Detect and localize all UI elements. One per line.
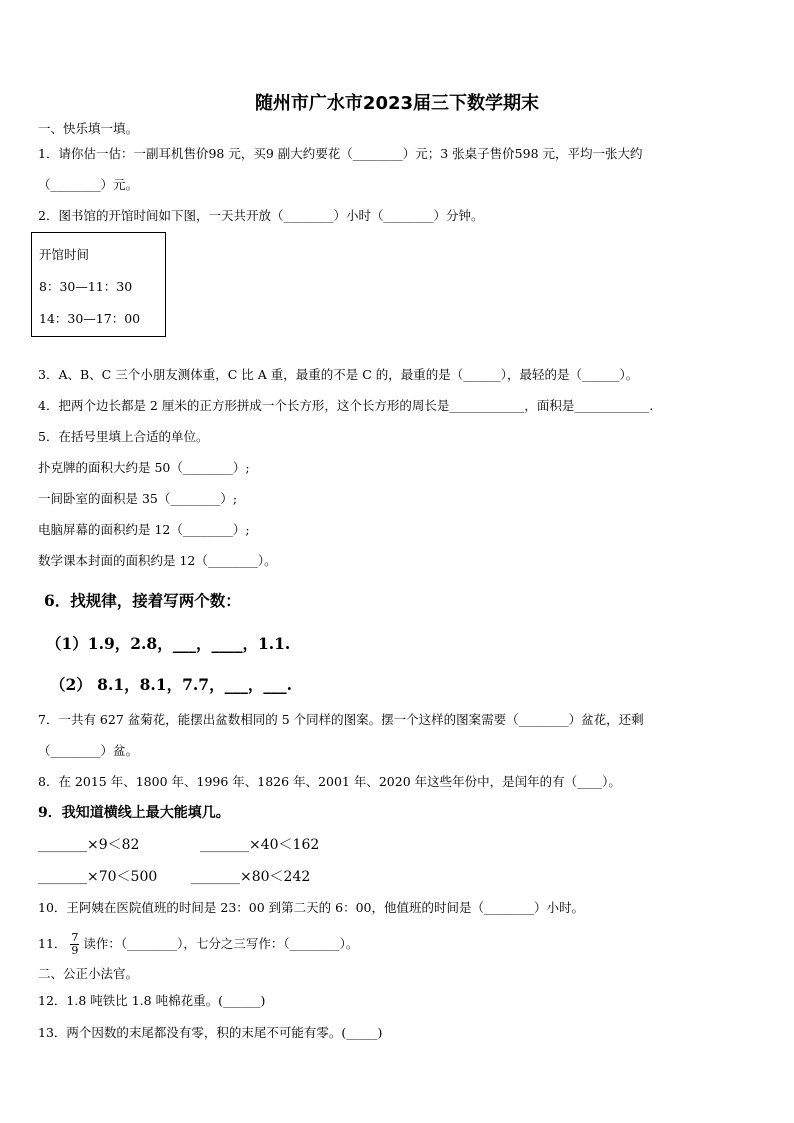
opening-hours-box [31,232,166,337]
question-11-number: 11． [38,936,67,951]
question-6: 6．找规律，接着写两个数： [44,591,241,610]
question-9-item-a: _______×9＜82 [38,837,140,853]
question-7-line-2: （________）盆。 [38,743,139,758]
question-5: 5．在括号里填上合适的单位。 [38,429,209,444]
fraction-seven-ninths [70,932,79,957]
section-2-heading: 二、公正小法官。 [38,966,139,981]
opening-hours-afternoon: 14：30—17：00 [39,311,141,326]
question-5-item-b: 一间卧室的面积是 35（________）; [38,491,238,506]
fraction-denominator: 9 [71,944,79,957]
question-6-part-2: （2） 8.1，8.1，7.7，___，___. [50,675,292,694]
question-4: 4．把两个边长都是 2 厘米的正方形拼成一个长方形，这个长方形的周长是____________，面积是____________. [38,398,654,413]
question-5-item-d: 数学课本封面的面积约是 12（________）。 [38,553,277,568]
fraction-numerator: 7 [71,931,79,944]
question-10: 10．王阿姨在医院值班的时间是 23：00 到第二天的 6：00，他值班的时间是（________）小时。 [38,900,584,915]
question-11 [38,926,358,962]
question-1-line-2: （________）元。 [38,177,139,192]
question-9-item-c: _______×70＜500 [38,869,158,885]
opening-hours-heading: 开馆时间 [39,247,90,262]
question-9-item-d: _______×80＜242 [191,869,311,885]
question-2: 2．图书馆的开馆时间如下图，一天共开放（________）小时（________）分钟。 [38,208,484,223]
question-13: 13．两个因数的末尾都没有零，积的末尾不可能有零。(_____) [38,1025,383,1040]
question-5-item-c: 电脑屏幕的面积约是 12（________）; [38,522,250,537]
question-9-item-b: _______×40＜162 [200,837,320,853]
question-12: 12．1.8 吨铁比 1.8 吨棉花重。(______) [38,993,266,1008]
question-1-line-1: 1．请你估一估：一副耳机售价98 元，买9 副大约要花（________）元；3 张桌子售价598 元，平均一张大约 [38,146,643,161]
question-3: 3．A、B、C 三个小朋友测体重，C 比 A 重，最重的不是 C 的，最重的是（______），最轻的是（______）。 [38,367,639,382]
opening-hours-morning: 8：30—11：30 [39,279,133,294]
question-5-item-a: 扑克牌的面积大约是 50（________）; [38,460,250,475]
question-9: 9．我知道横线上最大能填几。 [38,805,230,821]
question-8: 8．在 2015 年、1800 年、1996 年、1826 年、2001 年、2020 年这些年份中，是闰年的有（____）。 [38,774,621,789]
question-6-part-1: （1）1.9，2.8，___，____，1.1. [46,634,291,653]
page-title: 随州市广水市2023届三下数学期末 [254,93,540,114]
section-1-heading: 一、快乐填一填。 [38,121,139,136]
question-11-text: 读作：（________），七分之三写作：（________）。 [83,936,359,951]
question-7-line-1: 7．一共有 627 盆菊花，能摆出盆数相同的 5 个同样的图案。摆一个这样的图案需要（________）盆花，还剩 [38,712,644,727]
